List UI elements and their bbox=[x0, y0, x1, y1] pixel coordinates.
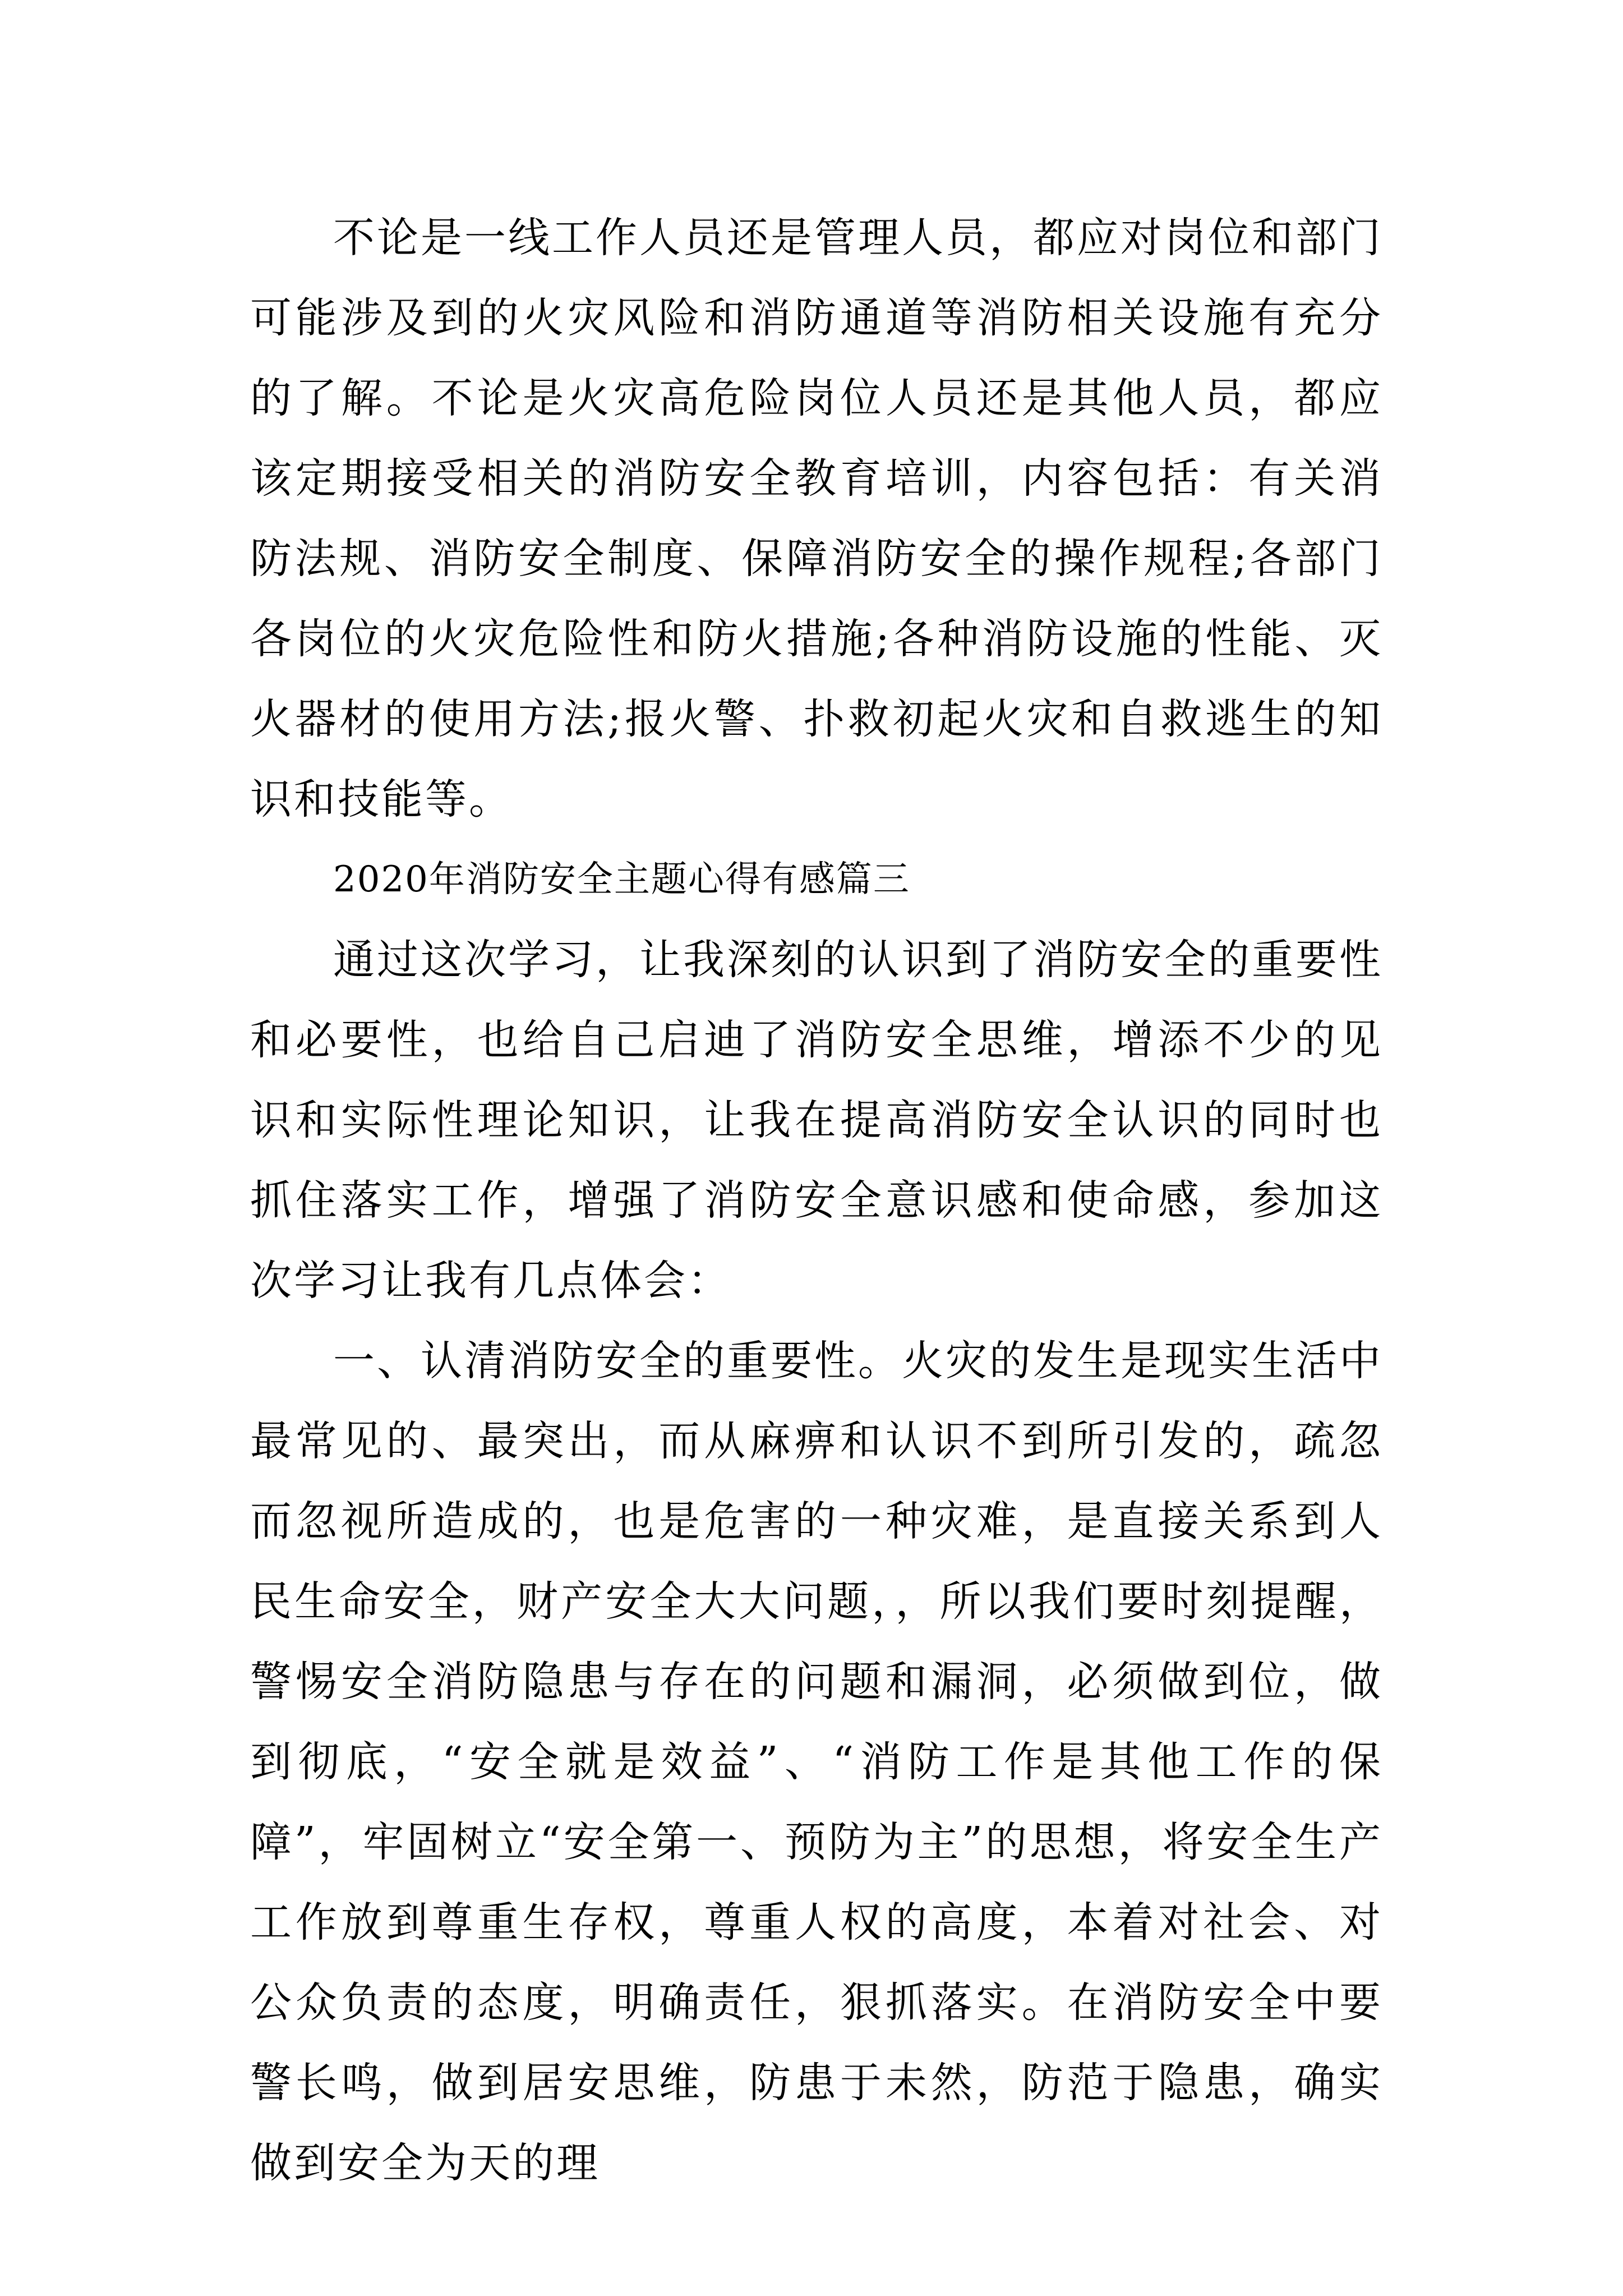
paragraph-point-one: 一、认清消防安全的重要性。火灾的发生是现实生活中最常见的、最突出，而从麻痹和认识不到所引发的，疏忽而忽视所造成的，也是危害的一种灾难，是直接关系到人民生命安全，财产安全大大问题，，所以我们要时刻提醒，警惕安全消防隐患与存在的问题和漏洞，必须做到位，做到彻底，“安全就是效益”、“消防工作是其他工作的保障”，牢固树立“安全第一、预防为主”的思想，将安全生产工作放到尊重生存权，尊重人权的高度，本着对社会、对公众负责的态度，明确责任，狠抓落实。在消防安全中要警长鸣，做到居安思维，防患于未然，防范于隐患，确实做到安全为天的理 bbox=[250, 1337, 1383, 2187]
section-heading: 2020年消防安全主题心得有感篇三 bbox=[333, 859, 910, 900]
paragraph-fire-knowledge: 不论是一线工作人员还是管理人员，都应对岗位和部门可能涉及到的火灾风险和消防通道等消防相关设施有充分的了解。不论是火灾高危险岗位人员还是其他人员，都应该定期接受相关的消防安全教育培训，内容包括：有关消防法规、消防安全制度、保障消防安全的操作规程;各部门各岗位的火灾危险性和防火措施;各种消防设施的性能、灭火器材的使用方法;报火警、扑救初起火灾和自救逃生的知识和技能等。 bbox=[250, 214, 1383, 823]
document-page bbox=[250, 198, 1383, 2203]
paragraph-learning-experience: 通过这次学习，让我深刻的认识到了消防安全的重要性和必要性，也给自己启迪了消防安全思维，增添不少的见识和实际性理论知识，让我在提高消防安全认识的同时也抓住落实工作，增强了消防安全意识感和使命感，参加这次学习让我有几点体会： bbox=[250, 936, 1383, 1305]
